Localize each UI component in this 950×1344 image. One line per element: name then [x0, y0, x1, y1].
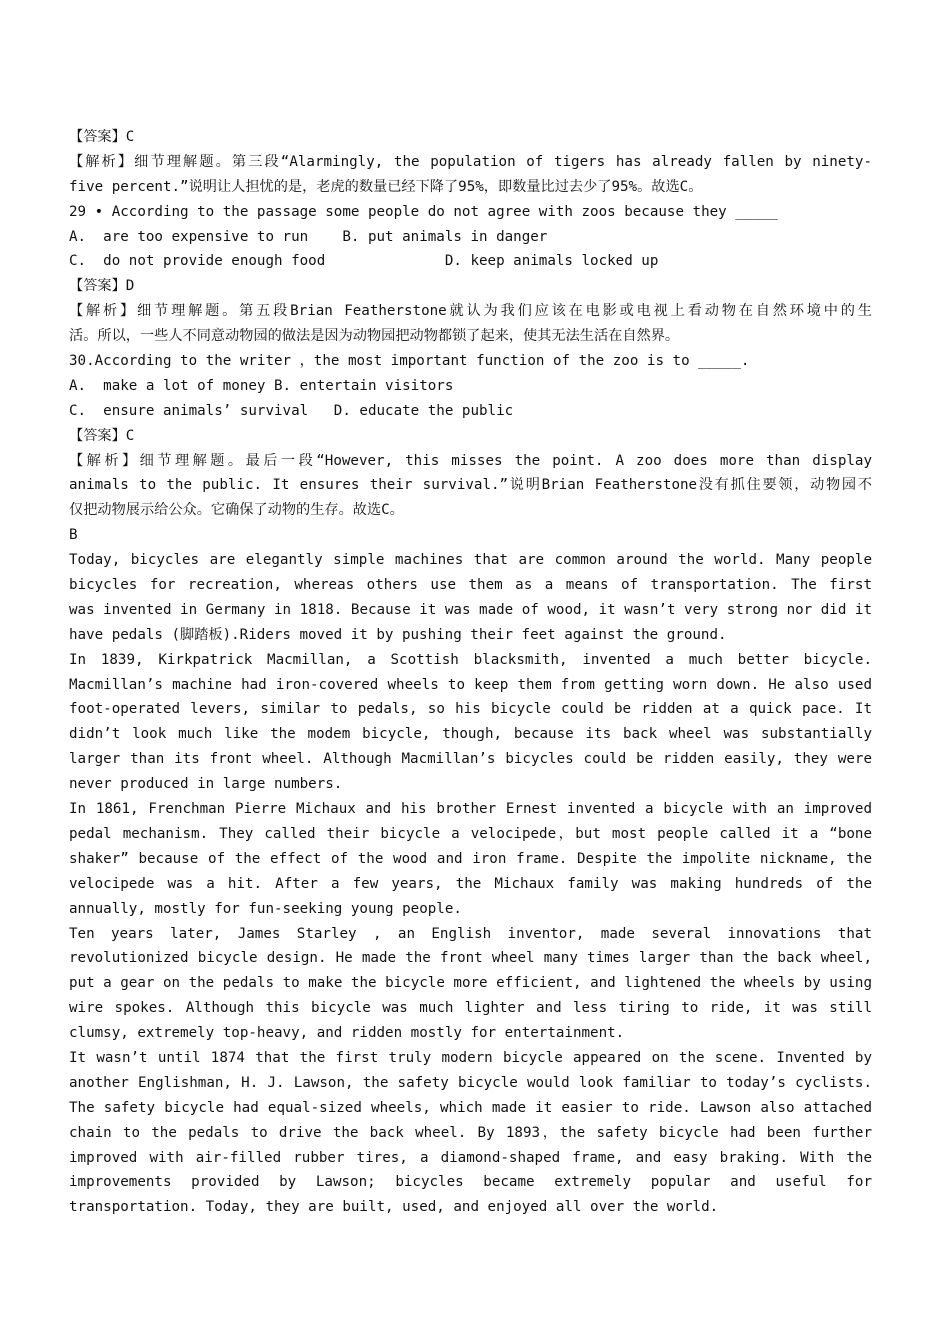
text-line: 【答案】C [69, 427, 135, 444]
text-line: chain to the pedals to drive the back wheel. By 1893，the safety bicycle had been further [69, 1124, 872, 1141]
text-line: 【解析】细节理解题。最后一段“However, this misses the point. A zoo does more than display [69, 452, 872, 469]
text-line: C. ensure animals’ survival D. educate the public [69, 402, 514, 419]
document-page [69, 125, 872, 1220]
text-line: A. make a lot of money B. entertain visitors [69, 377, 454, 394]
text-line: was invented in Germany in 1818. Because it was made of wood, it wasn’t very strong nor did it [69, 601, 872, 618]
text-line: 【答案】C [69, 129, 135, 145]
text-line: 【答案】D [69, 278, 135, 295]
text-line: 仅把动物展示给公众。它确保了动物的生存。故选C。 [69, 502, 404, 519]
text-line: 30.According to the writer ，the most important function of the zoo is to _____. [69, 353, 750, 370]
text-line: revolutionized bicycle design. He made the front wheel many times larger than the back wheel, [69, 950, 872, 967]
text-line: C. do not provide enough food D. keep animals locked up [69, 253, 659, 270]
text-line: improvements provided by Lawson; bicycles became extremely popular and useful for [69, 1174, 872, 1191]
text-line: pedal mechanism. They called their bicycle a velocipede，but most people called it a “bone [69, 825, 872, 842]
text-line: transportation. Today, they are built, used, and enjoyed all over the world. [69, 1199, 719, 1216]
text-line: In 1861, Frenchman Pierre Michaux and his brother Ernest invented a bicycle with an improved [69, 801, 872, 818]
text-line: larger than its front wheel. Although Macmillan’s bicycles could be ridden easily, they were [69, 751, 872, 768]
text-line: never produced in large numbers. [69, 776, 343, 793]
text-line: five percent.”说明让人担忧的是，老虎的数量已经下降了95%，即数量比过去少了95%。故选C。 [69, 178, 703, 195]
text-line: wire spokes. Although this bicycle was much lighter and less tiring to ride, it was still [69, 1000, 872, 1017]
text-line: It wasn’t until 1874 that the first truly modern bicycle appeared on the scene. Invented by [69, 1049, 872, 1066]
text-line: another Englishman, H. J. Lawson, the safety bicycle would look familiar to today’s cyclists. [69, 1074, 872, 1091]
text-line: shaker” because of the effect of the wood and iron frame. Despite the impolite nickname, the [69, 850, 872, 867]
text-line: didn’t look much like the modem bicycle, though, because its back wheel was substantially [69, 726, 872, 743]
text-line: In 1839, Kirkpatrick Macmillan, a Scottish blacksmith, invented a much better bicycle. [69, 651, 872, 668]
text-line: Today, bicycles are elegantly simple machines that are common around the world. Many people [69, 552, 872, 569]
text-line: 活。所以，一些人不同意动物园的做法是因为动物园把动物都锁了起来，使其无法生活在自然界。 [69, 328, 680, 345]
text-line: clumsy, extremely top-heavy, and ridden mostly for entertainment. [69, 1025, 625, 1042]
text-line: put a gear on the pedals to make the bicycle more efficient, and lightened the wheels by using [69, 975, 872, 992]
text-line: 【解析】细节理解题。第五段Brian Featherstone就认为我们应该在电影或电视上看动物在自然环境中的生 [69, 303, 872, 320]
text-line: velocipede was a hit. After a few years, the Michaux family was making hundreds of the [69, 875, 872, 892]
text-line: A. are too expensive to run B. put animals in danger [69, 228, 548, 245]
text-line: Ten years later, James Starley , an English inventor, made several innovations that [69, 925, 872, 942]
text-line: Macmillan’s machine had iron-covered wheels to keep them from getting worn down. He also used [69, 676, 872, 693]
text-line: have pedals (脚踏板).Riders moved it by pushing their feet against the ground. [69, 626, 727, 643]
text-line: B [69, 527, 78, 544]
text-line: The safety bicycle had equal-sized wheels, which made it easier to ride. Lawson also attached [69, 1099, 872, 1116]
text-line: 【解析】细节理解题。第三段“Alarmingly, the population of tigers has already fallen by ninety- [69, 153, 872, 170]
text-line: foot-operated levers, similar to pedals, so his bicycle could be ridden at a quick pace. It [69, 701, 872, 718]
text-line: bicycles for recreation, whereas others use them as a means of transportation. The first [69, 577, 872, 594]
text-line: improved with air-filled rubber tires, a diamond-shaped frame, and easy braking. With the [69, 1149, 872, 1166]
text-line: 29 • According to the passage some people do not agree with zoos because they _____ [69, 203, 778, 220]
text-line: animals to the public. It ensures their survival.”说明Brian Featherstone没有抓住要领，动物园不 [69, 477, 872, 494]
text-line: annually, mostly for fun-seeking young people. [69, 900, 462, 917]
